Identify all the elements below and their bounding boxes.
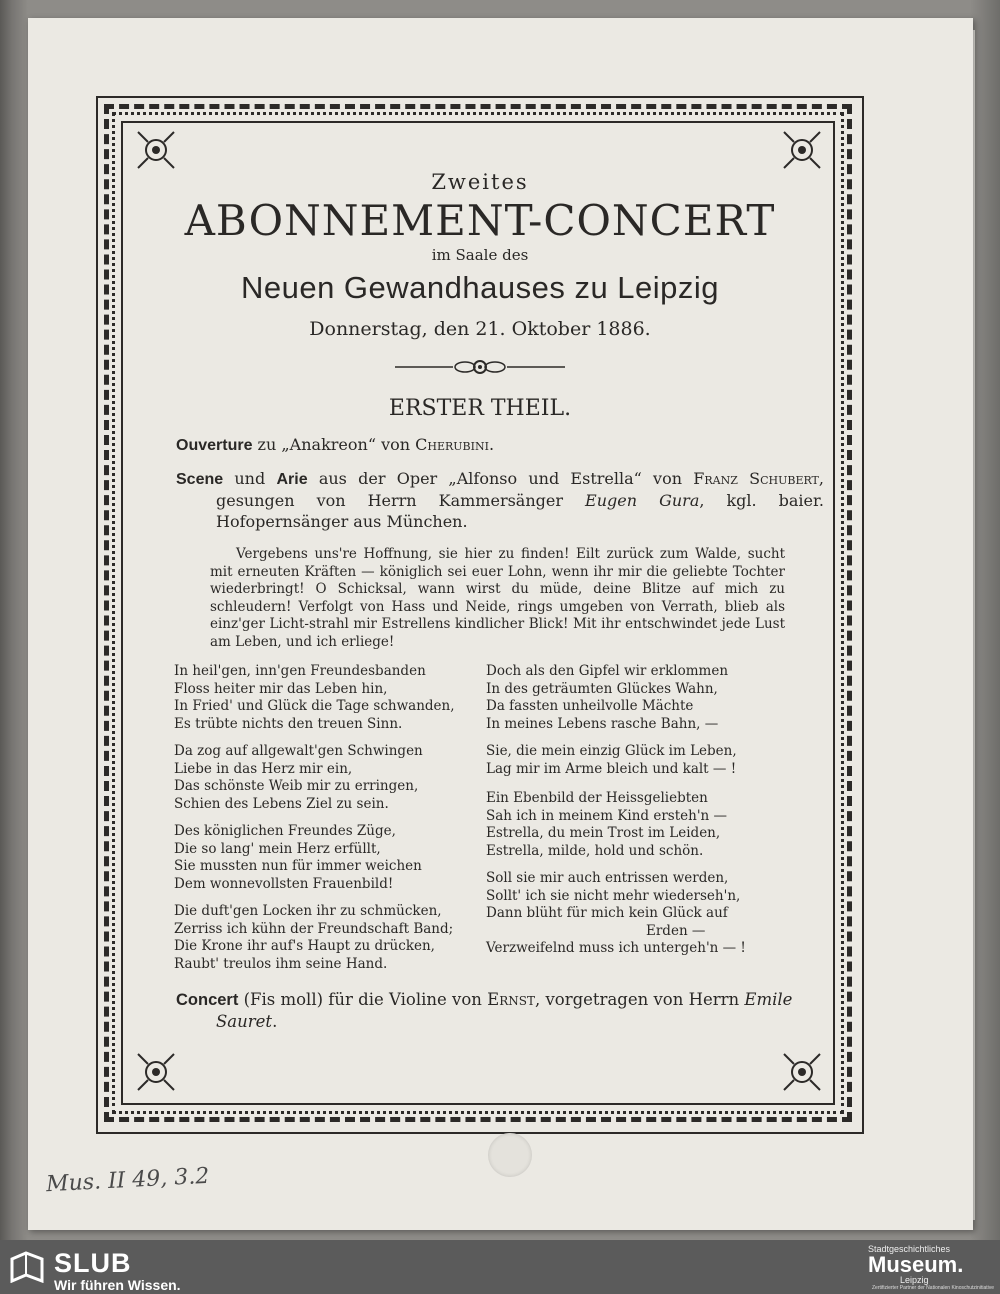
museum-note: Zertifizierter Partner der Nationalen Kinoschutzinitiative [872,1285,994,1291]
item-text: , kgl. baier. Hofopernsänger aus München. [216,491,824,531]
stanza: Soll sie mir auch entrissen werden, Sollt' ich sie nicht mehr wiederseh'n, Dann blüht für mich kein Glück auf Erden — Verzweifelnd muss ich untergeh'n — ! [486,870,746,956]
item-text: und [223,469,277,488]
concert-ordinal: Zweites [431,170,529,194]
part-heading: ERSTER THEIL. [388,396,572,421]
corner-ornament-icon [780,1050,824,1094]
program-content [140,160,824,1032]
recitative-text: Vergebens uns're Hoffnung, sie hier zu finden! Eilt zurück zum Walde, sucht mit erneuten Kräften — königlich sei euer Lohn, wenn ihr mir die geliebte Tochter wiederbringt! O Schicksal, wann wirst du müde, deine Blitze auf mich zu schleudern! Verfolgt von Hass und Neide, rings umgeben von Verrath, blieb als einz'ger Licht-strahl mir Estrellens kindlicher Blick! Mit ihr entschwindet jede Lust am Leben, und ich erliege! [210,546,785,650]
aria-lyrics [174,663,820,983]
divider-ornament-icon [395,358,565,376]
embossed-stamp [488,1133,532,1177]
program-item-overture [176,435,784,456]
stanza: Des königlichen Freundes Züge, Die so lang' mein Herz erfüllt, Sie mussten nun für immer weichen Dem wonnevollsten Frauenbild! [174,823,422,892]
stanza: Die duft'gen Locken ihr zu schmücken, Zerriss ich kühn der Freundschaft Band; Die Krone ihr auf's Haupt zu drücken, Raubt' treulos ihm seine Hand. [174,903,454,972]
item-text: , gesungen von Herrn Kammersänger [216,469,824,510]
handwritten-shelfmark: Mus. II 49, 3.2 [45,1163,210,1198]
stanza: Doch als den Gipfel wir erklommen In des geträumten Glückes Wahn, Da fassten unheilvolle Mächte In meines Lebens rasche Bahn, — [486,663,729,732]
stanza: Sie, die mein einzig Glück im Leben, Lag mir im Arme bleich und kalt — ! [486,743,737,777]
lyrics-column-right [486,663,798,983]
stanza: Da zog auf allgewalt'gen Schwingen Liebe in das Herz mir ein, Das schönste Weib mir zu erringen, Schien des Lebens Ziel zu sein. [174,743,423,812]
item-text: . [272,1012,278,1031]
stanza: Ein Ebenbild der Heissgeliebten Sah ich in meinem Kind ersteh'n — Estrella, du mein Trost im Leiden, Estrella, milde, hold und schön. [486,790,728,859]
lyrics-column-left [174,663,486,983]
library-tagline: Wir führen Wissen. [54,1277,181,1293]
performer-name: Eugen Gura [585,491,700,510]
venue-name: Neuen Gewandhauses zu Leipzig [240,270,720,305]
stanza: In heil'gen, inn'gen Freundesbanden Floss heiter mir das Leben hin, In Fried' und Glück die Tage schwanden, Es trübte nichts den treuen Sinn. [174,663,455,732]
composer-name: Cherubini [415,435,489,454]
concert-title: ABONNEMENT-CONCERT [184,196,776,245]
concert-date: Donnerstag, den 21. Oktober 1886. [309,318,651,340]
library-name[interactable]: SLUB [54,1248,132,1278]
item-label: Ouverture [176,437,253,454]
item-text: , vorgetragen von Herrn [534,990,745,1009]
composer-name: Franz Schubert [693,469,819,488]
performer-name: Emile Sauret [216,990,793,1031]
program-item-concerto [176,989,824,1032]
item-label: Arie [276,471,308,488]
item-label: Scene [176,471,224,488]
venue-prefix: im Saale des [431,246,529,264]
item-label: Concert [176,991,239,1009]
museum-label: Stadtgeschichtliches [868,1244,951,1254]
item-text: zu „Anakreon“ von [252,435,416,454]
item-text: . [488,435,495,454]
item-text: (Fis moll) für die Violine von [238,990,488,1009]
composer-name: Ernst [487,990,535,1009]
item-text: aus der Oper „Alfonso und Estrella“ von [307,469,694,488]
museum-logo[interactable]: Museum. [868,1252,964,1277]
program-item-aria [176,468,824,532]
slub-logo-icon[interactable] [10,1251,44,1283]
museum-city: Leipzig [900,1275,929,1285]
corner-ornament-icon [134,1050,178,1094]
